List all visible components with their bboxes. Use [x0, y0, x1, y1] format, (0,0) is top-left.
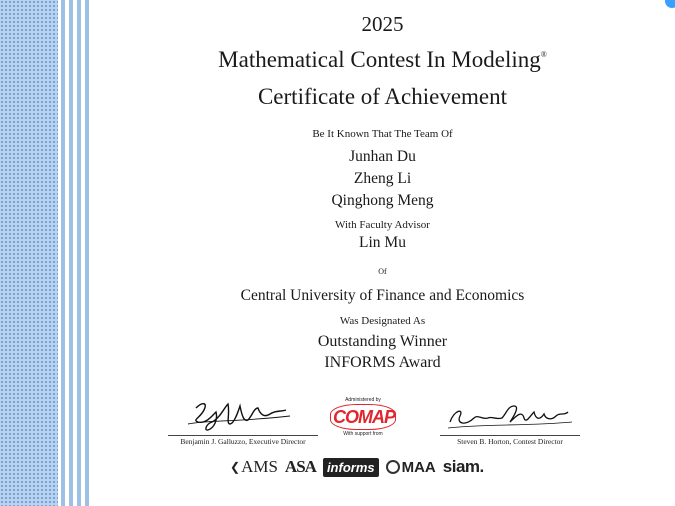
signature-scribble — [168, 394, 318, 434]
asa-logo: ASA — [284, 457, 316, 476]
signature-scribble — [440, 398, 580, 434]
informs-logo: informs — [323, 458, 379, 477]
border-stripe — [69, 0, 73, 506]
maa-logo — [386, 459, 436, 476]
border-pattern — [0, 0, 58, 506]
executive-director-signature — [168, 394, 318, 446]
siam-logo: siam. — [442, 457, 484, 476]
border-stripe — [77, 0, 81, 506]
registered-mark: ® — [540, 50, 547, 59]
team-member: Zheng Li — [353, 170, 412, 187]
maa-seal-icon — [386, 460, 400, 474]
ams-mark-icon: ❮ — [230, 459, 241, 474]
executive-director-caption: Benjamin J. Galluzzo, Executive Director — [168, 435, 318, 446]
ams-logo — [230, 457, 278, 477]
team-member: Qinghong Meng — [331, 192, 434, 209]
support-label: With support from — [343, 431, 383, 437]
team-member: Junhan Du — [349, 148, 416, 165]
award-name: INFORMS Award — [324, 354, 441, 371]
ams-logo-text: AMS — [241, 457, 278, 476]
designation-label: Was Designated As — [339, 315, 426, 327]
administered-by-label: Administered by — [345, 397, 381, 403]
advisor-label: With Faculty Advisor — [335, 219, 430, 231]
contest-director-signature — [440, 398, 580, 446]
advisor-name: Lin Mu — [359, 234, 406, 251]
border-stripe — [85, 0, 89, 506]
of-label: Of — [378, 267, 387, 276]
institution-name: Central University of Finance and Economics — [240, 287, 525, 304]
designation: Outstanding Winner — [317, 333, 448, 350]
border-stripe — [61, 0, 65, 506]
sponsor-logos — [230, 455, 484, 479]
certificate-title: Certificate of Achievement — [257, 84, 508, 109]
comap-logo — [330, 397, 396, 449]
contest-name-text: Mathematical Contest In Modeling — [218, 47, 541, 72]
contest-director-caption: Steven B. Horton, Contest Director — [440, 435, 580, 446]
intro-text: Be It Known That The Team Of — [312, 128, 453, 140]
comap-logo-text: COMAP — [330, 404, 396, 430]
contest-name — [90, 47, 675, 73]
certificate-year: 2025 — [361, 12, 404, 36]
maa-logo-text: MAA — [401, 458, 436, 476]
